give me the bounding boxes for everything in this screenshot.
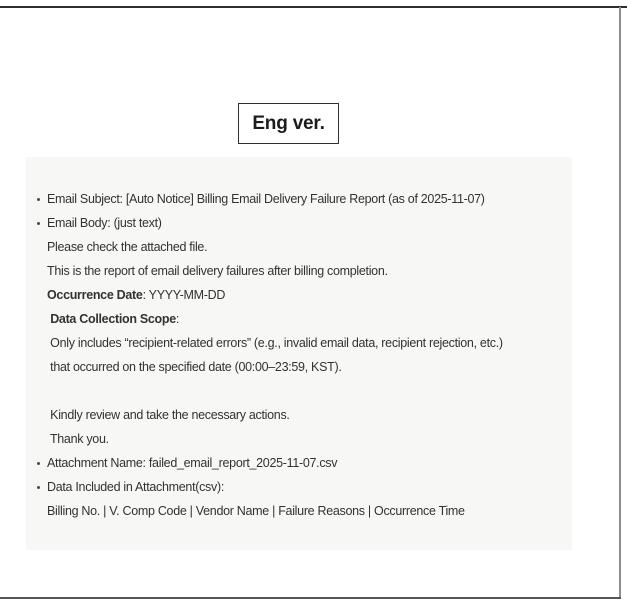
- text-line: [26, 427, 572, 451]
- panel-lines: [26, 187, 572, 523]
- content-panel: [26, 157, 572, 550]
- line-text: Attachment Name: failed_email_report_2025-11-07.csv: [47, 456, 338, 470]
- bullet-icon: [37, 486, 40, 489]
- text-line: [26, 331, 572, 355]
- line-text: that occurred on the specified date (00:00–23:59, KST).: [47, 360, 342, 374]
- line-text: Email Subject: [Auto Notice] Billing Email Delivery Failure Report (as of 2025-11-07): [47, 192, 485, 206]
- title-box: [238, 103, 339, 144]
- page-bottom-border: [0, 597, 621, 599]
- page-right-border: [619, 7, 621, 599]
- text-line: [26, 499, 572, 523]
- line-text: Kindly review and take the necessary actions.: [47, 408, 290, 422]
- text-line: [26, 379, 572, 403]
- line-text: Please check the attached file.: [47, 240, 208, 254]
- page-top-border: [0, 6, 627, 8]
- text-line: [26, 403, 572, 427]
- text-line: [26, 259, 572, 283]
- line-text: Thank you.: [47, 432, 109, 446]
- line-text: Email Body: (just text): [47, 216, 162, 230]
- text-line: [26, 283, 572, 307]
- bullet-line: [26, 211, 572, 235]
- line-text: Billing No. | V. Comp Code | Vendor Name | Failure Reasons | Occurrence Time: [47, 504, 465, 518]
- line-text: : YYYY-MM-DD: [142, 288, 226, 302]
- bullet-icon: [37, 198, 40, 201]
- bullet-line: [26, 475, 572, 499]
- page-title: Eng ver.: [252, 112, 325, 134]
- line-text: Data Included in Attachment(csv):: [47, 480, 224, 494]
- line-text: Occurrence Date: [47, 288, 143, 302]
- bullet-icon: [37, 222, 40, 225]
- bullet-line: [26, 187, 572, 211]
- text-line: [26, 307, 572, 331]
- bullet-line: [26, 451, 572, 475]
- line-text: Only includes “recipient-related errors” (e.g., invalid email data, recipient rejection, etc.): [47, 336, 503, 350]
- bullet-icon: [37, 462, 40, 465]
- line-text: :: [175, 312, 180, 326]
- line-text: This is the report of email delivery failures after billing completion.: [47, 264, 388, 278]
- text-line: [26, 355, 572, 379]
- line-text: Data Collection Scope: [50, 312, 176, 326]
- text-line: [26, 235, 572, 259]
